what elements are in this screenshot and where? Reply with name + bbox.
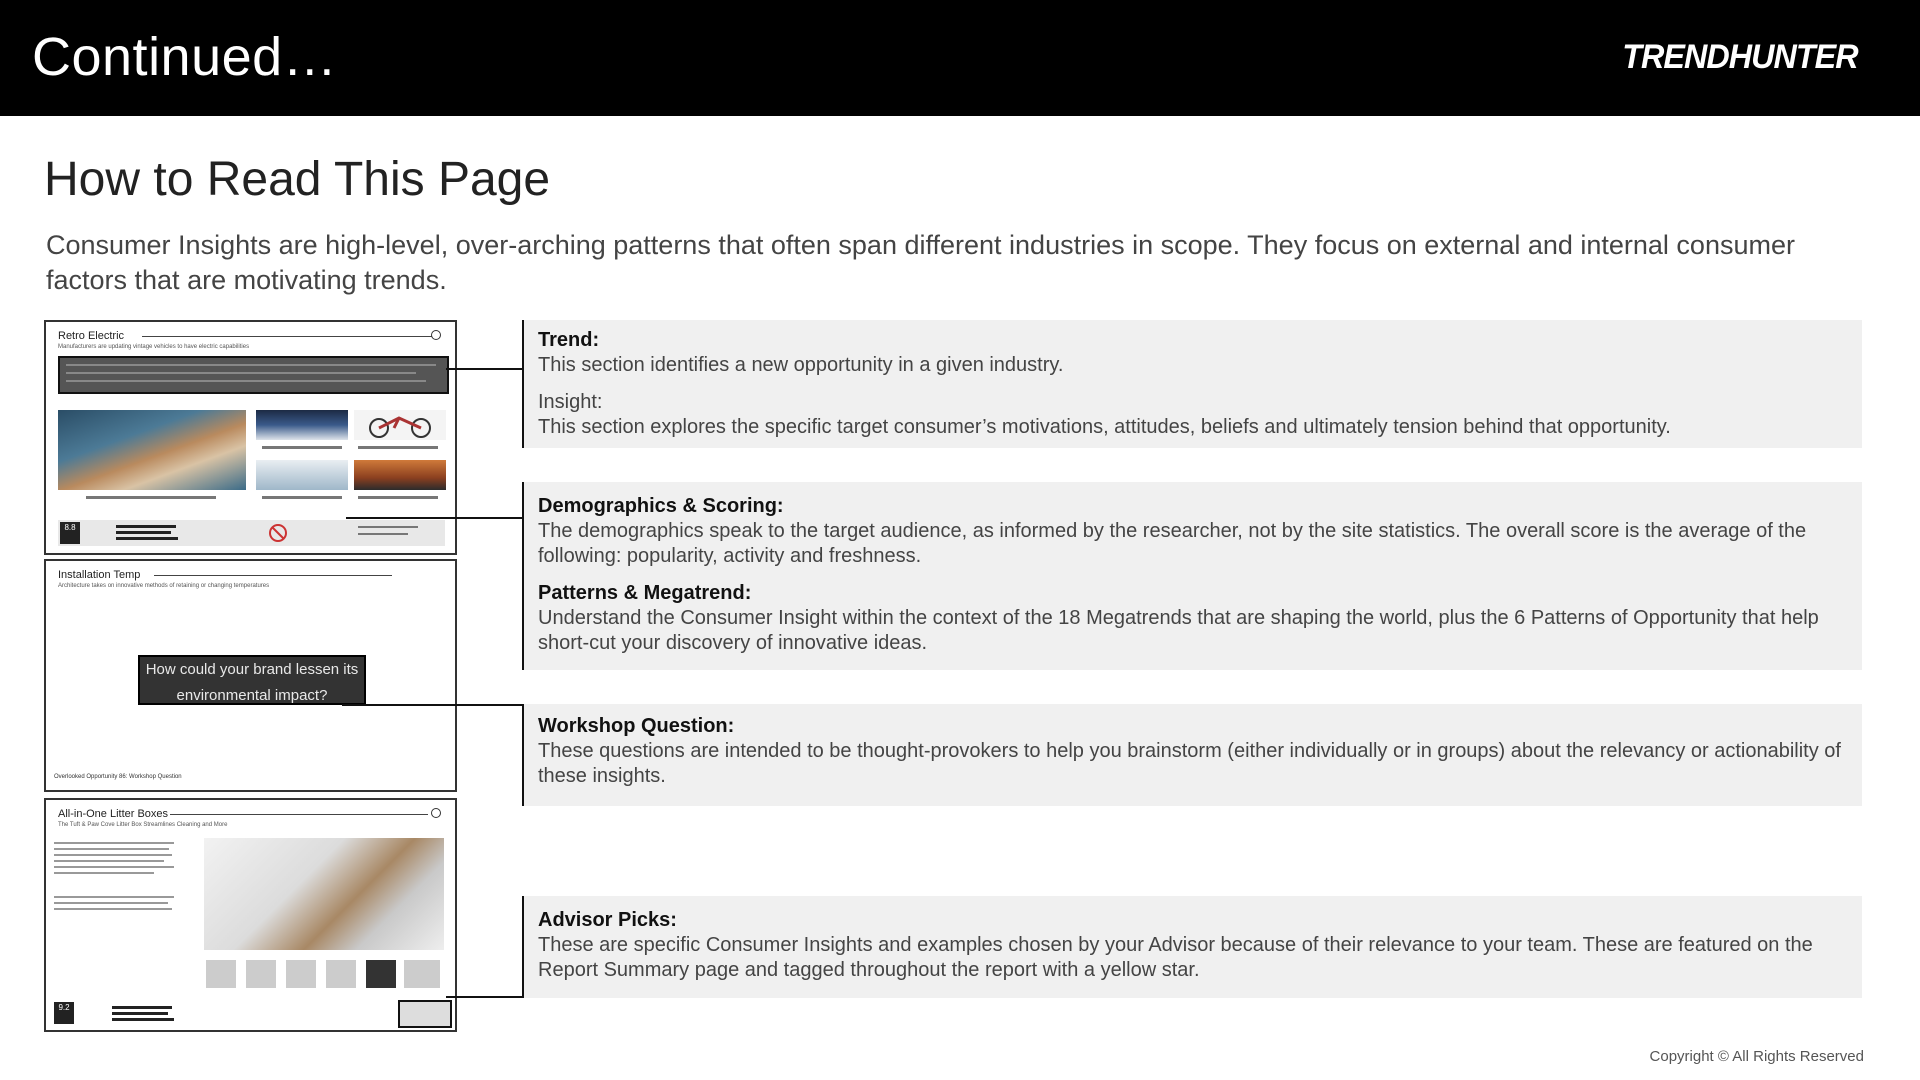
caption-line (358, 496, 438, 499)
thumbnail-installation-temp (44, 559, 457, 792)
freshness-bar (116, 537, 178, 540)
text-line (66, 372, 416, 374)
caption-line (86, 496, 216, 499)
text-line (54, 872, 154, 874)
thumbnail-title: Installation Temp (58, 569, 141, 581)
connector-line (346, 517, 524, 519)
advisor-pick-box (398, 1000, 452, 1028)
gallery-thumb (404, 960, 440, 988)
workshop-text: These questions are intended to be thought-provokers to help you brainstorm (either individually or in groups) about the relevancy or actionability of these insights. (538, 740, 1841, 787)
car-image (256, 410, 348, 440)
score-badge: 9.2 (54, 1002, 74, 1024)
header-title: Continued… (32, 27, 338, 87)
connector-line (446, 996, 524, 998)
advisor-panel (524, 896, 1862, 998)
thumbnail-litter-boxes (44, 798, 457, 1032)
thumbnail-subtitle: Manufacturers are updating vintage vehicles to have electric capabilities (58, 344, 250, 350)
highlighted-text-block (58, 356, 449, 394)
text-line (54, 866, 174, 868)
text-line (54, 848, 169, 850)
gallery-thumb (326, 960, 356, 988)
badge-icon (431, 808, 441, 818)
caption-line (262, 446, 342, 449)
patterns-text: Understand the Consumer Insight within the context of the 18 Megatrends that are shaping the world, plus the 6 Patterns of Opportunity that help short-cut your discovery of innovative ideas. (538, 607, 1819, 654)
gallery-thumb (206, 960, 236, 988)
ebike-image (256, 460, 348, 490)
thumbnail-footer: Overlooked Opportunity 86: Workshop Question (54, 774, 182, 780)
text-line (54, 896, 174, 898)
insight-label: Insight: (538, 391, 603, 413)
advisor-text: These are specific Consumer Insights and examples chosen by your Advisor because of their relevance to your team. These are featured on the Report Summary page and tagged throughout the report with a yellow star. (538, 934, 1813, 981)
boat-image (58, 410, 246, 490)
caption-line (262, 496, 342, 499)
text-line (54, 842, 174, 844)
workshop-heading: Workshop Question: (538, 715, 735, 737)
badge-icon (431, 330, 441, 340)
litter-box-image (204, 838, 444, 950)
bike-icon (354, 410, 446, 440)
text-line (66, 364, 436, 366)
text-line (54, 902, 168, 904)
stat-line (358, 526, 418, 528)
demographics-panel (524, 482, 1862, 670)
thumbnail-subtitle: Architecture takes on innovative methods of retaining or changing temperatures (58, 583, 270, 589)
trend-heading: Trend: (538, 329, 600, 351)
stat-line (358, 533, 408, 535)
connector-line (342, 704, 524, 706)
thumbnail-retro-electric (44, 320, 457, 555)
freshness-bar (112, 1018, 174, 1021)
patterns-heading: Patterns & Megatrend: (538, 582, 752, 604)
popularity-bar (116, 525, 176, 528)
divider (154, 575, 392, 576)
no-symbol-icon (268, 523, 288, 543)
header-bar (0, 0, 1920, 116)
insight-text: This section explores the specific target consumer’s motivations, attitudes, beliefs and ultimately tension behind that opportunity. (538, 416, 1671, 438)
divider (170, 814, 428, 815)
text-line (54, 908, 172, 910)
intro-paragraph: Consumer Insights are high-level, over-arching patterns that often span different industries in scope. They focus on external and internal consumer factors that are motivating trends. (46, 230, 1795, 295)
text-line (54, 860, 164, 862)
advisor-heading: Advisor Picks: (538, 909, 677, 931)
score-bar (58, 520, 445, 546)
workshop-question-box (138, 655, 366, 705)
gallery-thumb (286, 960, 316, 988)
text-line (66, 380, 426, 382)
caption-line (358, 446, 438, 449)
page-title: How to Read This Page (44, 153, 551, 206)
thumbnail-subtitle: The Tuft & Paw Cove Litter Box Streamlines Cleaning and More (58, 822, 228, 828)
gallery-thumb (366, 960, 396, 988)
demographics-heading: Demographics & Scoring: (538, 495, 784, 517)
gallery-thumb (246, 960, 276, 988)
workshop-question: How could your brand lessen its environmental impact? (145, 661, 359, 704)
activity-bar (112, 1012, 168, 1015)
popularity-bar (112, 1006, 172, 1009)
thumbnail-title: All-in-One Litter Boxes (58, 808, 169, 820)
trend-text: This section identifies a new opportunity in a given industry. (538, 354, 1064, 376)
copyright-notice: Copyright © All Rights Reserved (1649, 1048, 1864, 1065)
classic-car-image (354, 460, 446, 490)
score-badge: 8.8 (60, 522, 80, 544)
trendhunter-logo: TRENDHUNTER (1622, 38, 1858, 76)
text-line (54, 854, 172, 856)
bike-image (354, 410, 446, 440)
demographics-text: The demographics speak to the target audience, as informed by the researcher, not by the site statistics. The overall score is the average of the following: popularity, activity and freshness. (538, 520, 1807, 567)
trend-panel (524, 320, 1862, 448)
workshop-panel (524, 704, 1862, 806)
divider (142, 336, 432, 337)
activity-bar (116, 531, 171, 534)
connector-line (446, 368, 524, 370)
thumbnail-title: Retro Electric (58, 330, 125, 342)
